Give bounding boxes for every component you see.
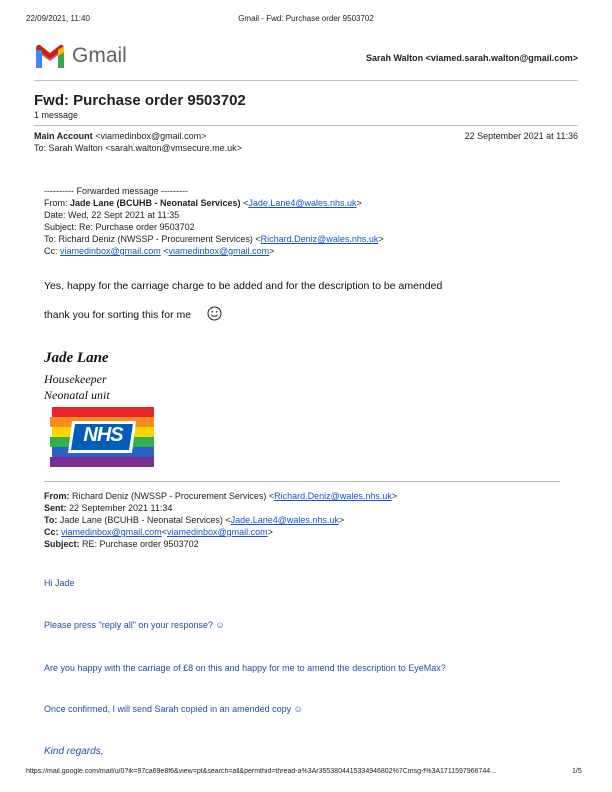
reply-line-1: Yes, happy for the carriage charge to be added and for the description to be amended [44,280,443,292]
sender-name: Main Account [34,131,93,141]
print-page-number: 1/5 [572,768,582,775]
forwarded-to: To: Richard Deniz (NWSSP - Procurement Services) <Richard.Deniz@wales.nhs.uk> [44,234,384,244]
smiley-icon [207,306,222,324]
forwarded-date: Date: Wed, 22 Sept 2021 at 11:35 [44,210,180,220]
quoted-from-email-link[interactable]: Richard.Deniz@wales.nhs.uk [274,491,392,501]
print-title: Gmail - Fwd: Purchase order 9503702 [238,14,374,23]
forwarded-cc-email-link-1[interactable]: viamedinbox@gmail.com [60,246,161,256]
quoted-paragraph-3: Once confirmed, I will send Sarah copied in an amended copy ☺ [44,704,303,714]
sender-email: <viamedinbox@gmail.com> [95,131,207,141]
forwarded-cc: Cc: viamedinbox@gmail.com <viamedinbox@gmail.com> [44,246,275,256]
forwarded-cc-email-link-2[interactable]: viamedinbox@gmail.com [168,246,270,256]
forwarded-from: From: Jade Lane (BCUHB - Neonatal Services) <Jade.Lane4@wales.nhs.uk> [44,198,362,208]
quoted-cc: Cc: viamedinbox@gmail.com<viamedinbox@gmail.com> [44,527,273,537]
quoted-cc-email-link-1[interactable]: viamedinbox@gmail.com [61,527,162,537]
quoted-greeting: Hi Jade [44,578,75,588]
forwarded-to-email-link[interactable]: Richard.Deniz@wales.nhs.uk [260,234,379,244]
account-identity: Sarah Walton <viamed.sarah.walton@gmail.com> [365,53,578,63]
quoted-subject: Subject: RE: Purchase order 9503702 [44,539,199,549]
quoted-from: From: Richard Deniz (NWSSP - Procurement Services) <Richard.Deniz@wales.nhs.uk> [44,491,398,501]
signature-name: Jade Lane [44,350,109,366]
gmail-logo-text: Gmail [72,44,127,67]
forwarded-subject: Subject: Re: Purchase order 9503702 [44,222,195,232]
forwarded-banner: ---------- Forwarded message --------- [44,186,188,196]
header-divider [34,80,578,81]
quoted-paragraph-1: Please press "reply all" on your response? ☺ [44,620,225,630]
reply-line-2: thank you for sorting this for me [44,309,191,321]
quoted-to: To: Jade Lane (BCUHB - Neonatal Services) <Jade.Lane4@wales.nhs.uk> [44,515,345,525]
print-footer-url: https://mail.google.com/mail/u/0?ik=97ca69e8f6&view=pt&search=all&permthid=thread-a%3Ar3553804415334946802%7Cmsg-f%3A1711597966744... [26,768,496,775]
message-to: To: Sarah Walton <sarah.walton@vmsecure.me.uk> [34,143,242,153]
quoted-sent: Sent: 22 September 2021 11:34 [44,503,173,513]
nhs-logo-text: NHS [83,424,123,446]
quoted-cc-email-link-2[interactable]: viamedinbox@gmail.com [166,527,268,537]
quoted-header [44,490,584,550]
nhs-rainbow-logo [50,405,156,469]
message-date: 22 September 2021 at 11:36 [464,131,578,141]
signature-unit: Neonatal unit [44,388,110,402]
quoted-closing: Kind regards, [44,746,104,757]
thread-subject: Fwd: Purchase order 9503702 [34,92,246,109]
message-from [34,130,206,142]
quoted-divider [44,481,560,482]
quoted-to-email-link[interactable]: Jade.Lane4@wales.nhs.uk [230,515,339,525]
quoted-paragraph-2: Are you happy with the carriage of £8 on this and happy for me to amend the description to EyeMax? [44,663,446,673]
message-count: 1 message [34,110,79,120]
subject-divider [34,125,578,126]
print-datetime: 22/09/2021, 11:40 [26,14,90,23]
gmail-logo-icon [34,44,66,68]
signature-role: Housekeeper [44,372,107,386]
forwarded-from-email-link[interactable]: Jade.Lane4@wales.nhs.uk [248,198,357,208]
forwarded-header [44,185,584,257]
